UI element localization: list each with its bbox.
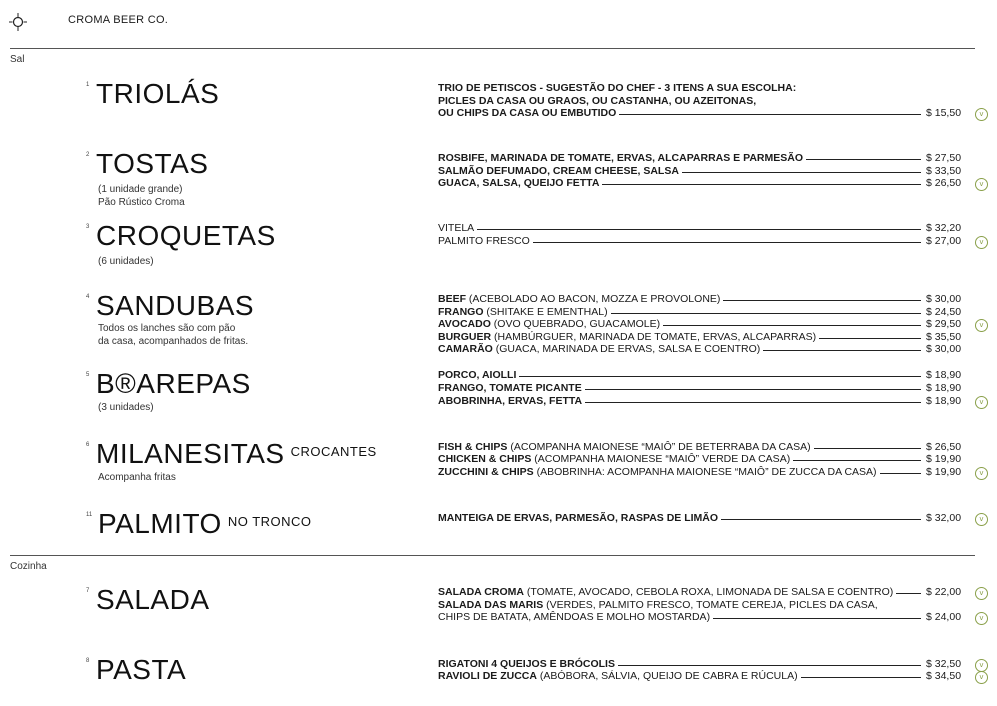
menu-item-description: (ABÓBORA, SÁLVIA, QUEIJO DE CABRA E RÚCULA) [536,670,798,682]
menu-item-price: $ 26,50 [926,441,962,453]
menu-item-name: PICLES DA CASA OU GRAOS, OU CASTANHA, OU AZEITONAS, [438,95,757,107]
menu-item-description: (TOMATE, AVOCADO, CEBOLA ROXA, LIMONADA DE SALSA E COENTRO) [523,586,894,598]
menu-item-name: ZUCCHINI & CHIPS [438,466,534,478]
menu-item-description: CHIPS DE BATATA, AMÊNDOAS E MOLHO MOSTARDA) [438,611,711,623]
menu-item-line [438,395,582,408]
menu-item-line [438,152,803,165]
price-leader-line [763,350,921,351]
category-title [96,150,208,178]
menu-item-name: SALMÃO DEFUMADO, CREAM CHEESE, SALSA [438,165,679,177]
menu-item-price: $ 26,50 [926,177,962,189]
category-title-text: B®AREPAS [96,368,251,399]
menu-item-description: VITELA [438,222,475,234]
menu-item-description: (ACOMPANHA MAIONESE “MAIÔ” VERDE DA CASA) [531,453,791,465]
price-leader-line [801,677,921,678]
category-title [96,80,219,108]
menu-item-name: FISH & CHIPS [438,441,508,453]
menu-item-price: $ 24,50 [926,306,962,318]
category-number: 4 [86,294,90,300]
menu-item-name: MANTEIGA DE ERVAS, PARMESÃO, RASPAS DE LIMÃO [438,512,719,524]
vegetarian-icon: v [975,396,988,409]
menu-item-line [438,441,811,454]
category-number: 1 [86,82,90,88]
menu-item-name: FRANGO [438,306,484,318]
section-divider [10,48,975,49]
menu-item-name: GUACA, SALSA, QUEIJO FETTA [438,177,600,189]
price-leader-line [819,338,921,339]
menu-item-line [438,586,893,599]
vegetarian-icon: v [975,587,988,600]
price-leader-line [533,242,921,243]
price-leader-line [682,172,921,173]
menu-item-name: AVOCADO [438,318,491,330]
menu-item-line [438,331,816,344]
menu-item-name: SALADA DAS MARIS [438,599,544,611]
category-subtitle: Acompanha fritas [98,472,176,483]
menu-item-line [438,177,599,190]
vegetarian-icon: v [975,513,988,526]
price-leader-line [663,325,921,326]
menu-item-description: (ACEBOLADO AO BACON, MOZZA E PROVOLONE) [466,293,721,305]
menu-item-name: PORCO, AIOLLI [438,369,517,381]
vegetarian-icon: v [975,108,988,121]
menu-item-price: $ 33,50 [926,165,962,177]
category-title [96,292,254,320]
price-leader-line [602,184,921,185]
menu-item-line [438,658,615,671]
category-subtitle: (6 unidades) [98,256,154,267]
menu-item-line [438,599,878,612]
vegetarian-icon: v [975,236,988,249]
category-subtitle: (1 unidade grande) [98,184,183,195]
menu-item-description: PALMITO FRESCO [438,235,530,247]
category-subtitle: Todos os lanches são com pão [98,323,236,334]
menu-item-line [438,222,474,235]
section-label-sal: Sal [10,54,25,65]
menu-item-description: (HAMBÚRGUER, MARINADA DE TOMATE, ERVAS, ALCAPARRAS) [491,331,817,343]
menu-item-line [438,670,798,683]
menu-item-price: $ 19,90 [926,453,962,465]
menu-item-description: (ABOBRINHA: ACOMPANHA MAIONESE “MAIÔ” DE ZUCCA DA CASA) [533,466,877,478]
menu-item-description: (ACOMPANHA MAIONESE “MAIÔ” DE BETERRABA DA CASA) [507,441,811,453]
category-number: 2 [86,152,90,158]
price-leader-line [618,665,921,666]
menu-item-name: CAMARÃO [438,343,493,355]
price-leader-line [477,229,921,230]
category-title-text: TOSTAS [96,148,209,179]
menu-item-price: $ 29,50 [926,318,962,330]
menu-item-name: OU CHIPS DA CASA OU EMBUTIDO [438,107,617,119]
menu-item-price: $ 32,20 [926,222,962,234]
menu-item-line [438,95,756,108]
menu-item-price: $ 34,50 [926,670,962,682]
brand-name: CROMA BEER CO. [68,14,169,26]
vegetarian-icon: v [975,659,988,672]
price-leader-line [723,300,921,301]
category-number: 3 [86,224,90,230]
category-title-text: CROQUETAS [96,220,276,251]
price-leader-line [611,313,921,314]
menu-item-line [438,235,530,248]
menu-item-description: (GUACA, MARINADA DE ERVAS, SALSA E COENTRO) [492,343,761,355]
menu-item-line [438,318,660,331]
price-leader-line [793,460,921,461]
menu-item-line [438,611,710,624]
menu-item-line [438,82,796,95]
menu-item-price: $ 18,90 [926,369,962,381]
croma-logo-icon [8,12,28,32]
price-leader-line [814,448,921,449]
category-number: 8 [86,658,90,664]
menu-item-line [438,382,582,395]
category-title-text: TRIOLÁS [96,78,220,109]
menu-item-price: $ 35,50 [926,331,962,343]
vegetarian-icon: v [975,671,988,684]
category-title-text: MILANESITAS [96,438,285,469]
menu-item-price: $ 27,50 [926,152,962,164]
category-number: 6 [86,442,90,448]
menu-item-name: ROSBIFE, MARINADA DE TOMATE, ERVAS, ALCAPARRAS E PARMESÃO [438,152,803,164]
menu-item-line [438,107,616,120]
price-leader-line [713,618,921,619]
menu-item-description: (SHITAKE E EMENTHAL) [483,306,608,318]
price-leader-line [585,389,921,390]
category-subtitle: da casa, acompanhados de fritas. [98,336,249,347]
category-title [96,656,186,684]
category-title [96,222,276,250]
category-title-suffix: NO TRONCO [227,514,312,529]
category-number: 5 [86,372,90,378]
vegetarian-icon: v [975,319,988,332]
menu-item-name: SALADA CROMA [438,586,524,598]
price-leader-line [806,159,921,160]
menu-item-price: $ 27,00 [926,235,962,247]
menu-item-name: RAVIOLI DE ZUCCA [438,670,537,682]
menu-item-line [438,466,877,479]
category-number: 11 [86,512,93,518]
category-subtitle: Pão Rústico Croma [98,197,185,208]
menu-item-name: CHICKEN & CHIPS [438,453,532,465]
menu-item-name: RIGATONI 4 QUEIJOS E BRÓCOLIS [438,658,615,670]
menu-item-description: (VERDES, PALMITO FRESCO, TOMATE CEREJA, PICLES DA CASA, [543,599,878,611]
menu-item-name: FRANGO, TOMATE PICANTE [438,382,582,394]
menu-item-price: $ 19,90 [926,466,962,478]
menu-item-line [438,293,720,306]
price-leader-line [880,473,921,474]
menu-item-line [438,453,790,466]
menu-item-line [438,512,718,525]
category-title [96,586,210,614]
menu-item-name: ABOBRINHA, ERVAS, FETTA [438,395,583,407]
category-title [98,510,312,538]
menu-item-description: (OVO QUEBRADO, GUACAMOLE) [490,318,661,330]
menu-item-name: BEEF [438,293,467,305]
menu-item-price: $ 18,90 [926,382,962,394]
menu-item-price: $ 32,50 [926,658,962,670]
vegetarian-icon: v [975,178,988,191]
price-leader-line [896,593,921,594]
category-title-text: SANDUBAS [96,290,255,321]
menu-item-price: $ 22,00 [926,586,962,598]
category-number: 7 [86,588,90,594]
category-title [96,370,251,398]
menu-item-price: $ 32,00 [926,512,962,524]
section-label-cozinha: Cozinha [10,561,47,572]
category-title-text: PALMITO [98,508,222,539]
menu-item-price: $ 15,50 [926,107,962,119]
menu-item-line [438,165,679,178]
vegetarian-icon: v [975,612,988,625]
menu-item-price: $ 18,90 [926,395,962,407]
section-divider [10,555,975,556]
price-leader-line [519,376,921,377]
menu-item-name: BURGUER [438,331,492,343]
category-title [96,440,377,468]
menu-item-line [438,343,760,356]
menu-item-price: $ 24,00 [926,611,962,623]
menu-item-line [438,369,516,382]
price-leader-line [585,402,921,403]
category-subtitle: (3 unidades) [98,402,154,413]
menu-item-name: TRIO DE PETISCOS - SUGESTÃO DO CHEF - 3 ITENS A SUA ESCOLHA: [438,82,797,94]
category-title-text: SALADA [96,584,210,615]
menu-item-price: $ 30,00 [926,343,962,355]
category-title-text: PASTA [96,654,187,685]
price-leader-line [619,114,921,115]
vegetarian-icon: v [975,467,988,480]
menu-item-line [438,306,608,319]
category-title-suffix: CROCANTES [290,444,377,459]
price-leader-line [721,519,921,520]
menu-item-price: $ 30,00 [926,293,962,305]
